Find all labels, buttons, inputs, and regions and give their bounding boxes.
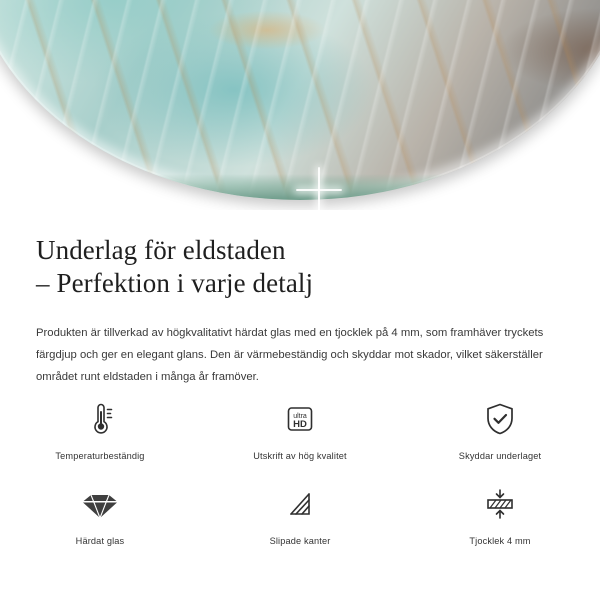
feature-label: Slipade kanter <box>269 536 331 546</box>
feature-grid <box>0 388 600 546</box>
svg-text:HD: HD <box>293 419 307 430</box>
thickness-4mm-icon <box>477 481 523 527</box>
polished-edges-icon <box>277 481 323 527</box>
headline-line-1: Underlag för eldstaden <box>36 235 286 265</box>
feature-label: Härdat glas <box>75 536 125 546</box>
page-title <box>36 234 600 300</box>
feature-label: Temperaturbeständig <box>55 451 145 461</box>
feature-item-temperature <box>0 388 200 461</box>
shield-check-icon <box>477 396 523 442</box>
glass-board-graphic <box>0 0 600 200</box>
svg-text:ultra: ultra <box>293 413 307 420</box>
ultra-hd-icon <box>277 396 323 442</box>
feature-item-thickness <box>400 473 600 546</box>
diamond-icon <box>77 481 123 527</box>
feature-item-protection <box>400 388 600 461</box>
feature-label: Utskrift av hög kvalitet <box>253 451 347 461</box>
feature-item-tempered-glass <box>0 473 200 546</box>
headline-line-2: – Perfektion i varje detalj <box>36 268 314 298</box>
thermometer-icon <box>77 396 123 442</box>
description-paragraph: Produkten är tillverkad av högkvalitativt härdat glas med en tjocklek på 4 mm, som framhäver tryckets färgdjup och ger en elegant glans. Den är värmebeständig och skyddar mot skador, vilket säkerställer området runt eldstaden i många år framöver. <box>36 327 544 383</box>
feature-label: Tjocklek 4 mm <box>469 536 531 546</box>
feature-label: Skyddar underlaget <box>458 451 542 461</box>
text-block <box>0 210 600 388</box>
feature-item-polished-edges <box>200 473 400 546</box>
hero-image <box>0 0 600 210</box>
feature-item-print-quality <box>200 388 400 461</box>
